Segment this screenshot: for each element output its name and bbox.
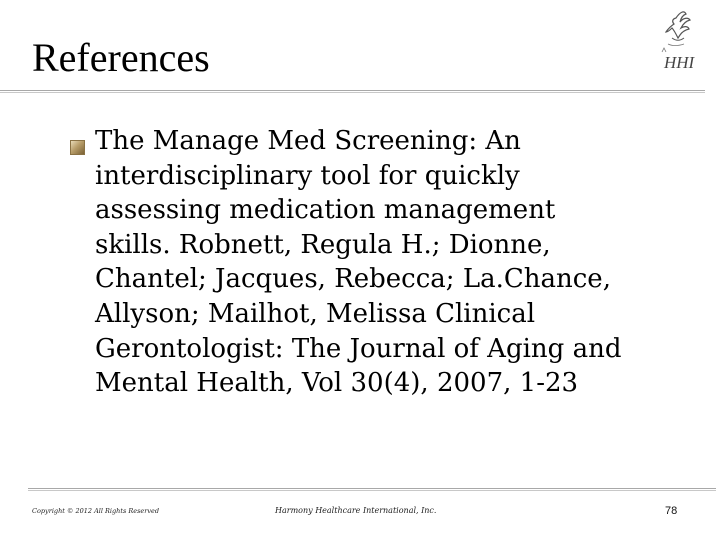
reference-text: The Manage Med Screening: An interdisciplinary tool for quickly assessing medication management skills. Robnett, Regula H.; Dionne, Chantel; Jacques, Rebecca; La.Chance, Allyson; Mailhot, Melissa Clinical Gerontologist: The Journal of Aging and Mental Health, Vol 30(4), 2007, 1-23	[95, 126, 622, 399]
footer-company: Harmony Healthcare International, Inc.	[275, 506, 437, 515]
slide-title: References	[32, 35, 210, 80]
footer-copyright: Copyright © 2012 All Rights Reserved	[32, 507, 160, 515]
page-number: 78	[665, 505, 678, 517]
svg-text:HHI: HHI	[664, 53, 695, 72]
dove-logo-icon	[650, 8, 706, 80]
square-bullet-icon	[70, 140, 85, 155]
title-divider	[0, 90, 705, 93]
footer-divider	[28, 488, 716, 491]
